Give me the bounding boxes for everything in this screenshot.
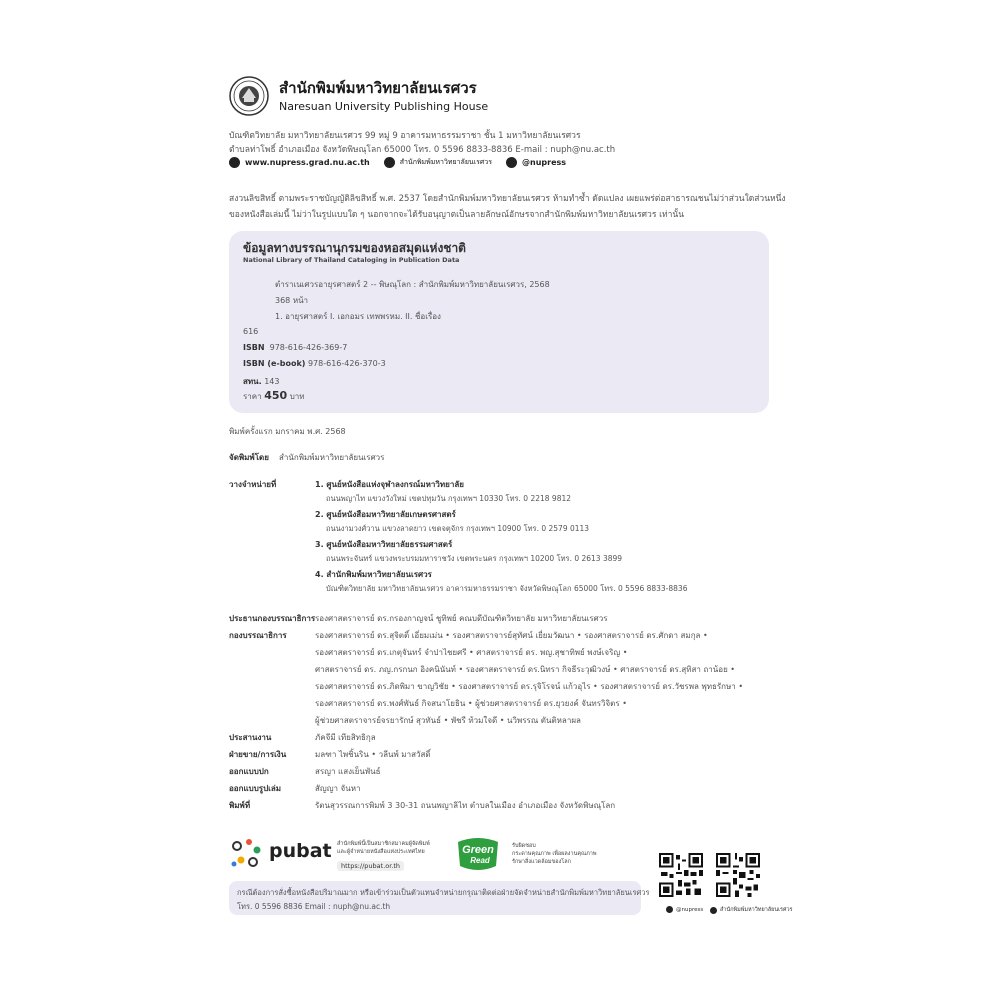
printer-label: พิมพ์ที่ — [229, 801, 251, 810]
copyright-line-1: สงวนลิขสิทธิ์ ตามพระราชบัญญัติลิขสิทธิ์ พ.ศ. 2537 โดยสำนักพิมพ์มหาวิทยาลัยนเรศวร ห้ามทำซ้ำ ดัดแปลง เผยแพร่ต่อสาธารณชนไม่ว่าส่วนใดส่วนหนึ่ง — [229, 194, 786, 204]
board-line-4: รองศาสตราจารย์ ดร.ภิดพิมา ขาญวิชัย • รองศาสตราจารย์ ดร.รุจิโรจน์ แก้วอุไร • รองศาสตราจารย์ ดร.วัชรพล พุทธรักษา • — [315, 682, 744, 691]
board-line-1: รองศาสตราจารย์ ดร.สุจิตติ์ เอี่ยมเม่น • รองศาสตราจารย์สุทัศน์ เยี่ยมวัฒนา • รองศาสตราจารย์ ดร.ศักดา สมกุล • — [315, 631, 708, 640]
publisher-name-th: สำนักพิมพ์มหาวิทยาลัยนเรศวร — [279, 79, 477, 97]
cip-class-number: 616 — [243, 327, 259, 336]
coord-value: ภัคจีมี เทียสิทธิกุล — [315, 733, 376, 742]
facebook-icon — [384, 157, 395, 168]
sales-value: มลฑา ไพชิ้นริน • วลีนพ์ มาสวัสดิ์ — [315, 750, 431, 759]
distributor-2-name: 2. ศูนย์หนังสือมหาวิทยาลัยเกษตรศาสตร์ — [315, 510, 456, 519]
distributor-4-name: 4. สำนักพิมพ์มหาวิทยาลัยนเรศวร — [315, 570, 432, 579]
green-read-word-2: Read — [470, 856, 490, 865]
distributor-4-address: บัณฑิตวิทยาลัย มหาวิทยาลัยนเรศวร อาคารมหาธรรมราชา จังหวัดพิษณุโลก 65000 โทร. 0 5596 8833-8836 — [326, 584, 688, 593]
green-read-logo-icon — [454, 836, 502, 872]
layout-design-label: ออกแบบรูปเล่ม — [229, 784, 282, 793]
distributor-3-name: 3. ศูนย์หนังสือมหาวิทยาลัยธรรมศาสตร์ — [315, 540, 453, 549]
board-line-6: ผู้ช่วยศาสตราจารย์จรยารักษ์ สุวทันธ์ • พัชรี ท้วมใจดี • นวิพรรณ ตันติหลาผล — [315, 716, 581, 725]
cip-price: ราคา 450 บาท — [243, 389, 305, 402]
copyright-line-2: ของหนังสือเล่มนี้ ไม่ว่าในรูปแบบใด ๆ นอกจากจะได้รับอนุญาตเป็นลายลักษณ์อักษรจากสำนักพิมพ์มหาวิทยาลัยนเรศวร เท่านั้น — [229, 210, 685, 220]
distributor-1-address: ถนนพญาไท แขวงวังใหม่ เขตปทุมวัน กรุงเทพฯ 10330 โทร. 0 2218 9812 — [326, 494, 572, 503]
cip-subjects: 1. อายุรศาสตร์ I. เอกอมร เทพพรหม. II. ชื่อเรื่อง — [275, 312, 441, 321]
green-read-desc-3: รักษาสิ่งแวดล้อมของโลก — [512, 859, 571, 865]
pubat-wordmark: pubat — [269, 840, 332, 862]
footer-logos — [229, 832, 649, 877]
university-seal-icon — [229, 76, 269, 116]
chair-value: รองศาสตราจารย์ ดร.กรองกาญจน์ ชูทิพย์ คณบดีบัณฑิตวิทยาลัย มหาวิทยาลัยนเรศวร — [315, 614, 608, 623]
published-by-label: จัดพิมพ์โดย — [229, 453, 269, 462]
distributor-1-name: 1. ศูนย์หนังสือแห่งจุฬาลงกรณ์มหาวิทยาลัย — [315, 480, 464, 489]
pubat-url[interactable]: https://pubat.or.th — [337, 861, 404, 871]
green-read-word-1: Green — [462, 844, 494, 856]
website-link[interactable] — [229, 157, 370, 168]
globe-icon — [229, 157, 240, 168]
board-line-5: รองศาสตราจารย์ ดร.พงศ์พันธ์ กิจสนาโยธิน • ผู้ช่วยศาสตราจารย์ ดร.ยุวยงค์ จันทรวิจิตร • — [315, 699, 627, 708]
green-read-desc-1: รับผิดชอบ — [512, 843, 536, 849]
printer-value: รัตนสุวรรณการพิมพ์ 3 30-31 ถนนพญาลิไท ตำบลในเมือง อำเภอเมือง จังหวัดพิษณุโลก — [315, 801, 616, 810]
coord-label: ประสานงาน — [229, 733, 272, 742]
qr-facebook-label: สำนักพิมพ์มหาวิทยาลัยนเรศวร — [710, 906, 793, 914]
pubat-logo-icon — [229, 836, 265, 870]
distributor-3-address: ถนนพระจันทร์ แขวงพระบรมมหาราชวัง เขตพระนคร กรุงเทพฯ 10200 โทร. 0 2613 3899 — [326, 554, 623, 563]
qr-code-line-icon[interactable] — [659, 853, 703, 897]
cover-design-value: สรญา แสงเย็นพันธ์ — [315, 767, 381, 776]
first-print: พิมพ์ครั้งแรก มกราคม พ.ศ. 2568 — [229, 427, 346, 436]
bulk-order-line-2: โทร. 0 5596 8836 Email : nuph@nu.ac.th — [237, 902, 391, 911]
publisher-name-en: Naresuan University Publishing House — [279, 100, 489, 113]
website-text: www.nupress.grad.nu.ac.th — [245, 157, 370, 167]
publisher-address-line-2: ตำบลท่าโพธิ์ อำเภอเมือง จังหวัดพิษณุโลก 65000 โทร. 0 5596 8833-8836 E-mail : nuph@nu.ac.th — [229, 145, 616, 155]
facebook-link[interactable] — [384, 157, 492, 168]
facebook-text: สำนักพิมพ์มหาวิทยาลัยนเรศวร — [399, 157, 492, 166]
publisher-address-line-1: บัณฑิตวิทยาลัย มหาวิทยาลัยนเรศวร 99 หมู่ 9 อาคารมหาธรรมราชา ชั้น 1 มหาวิทยาลัยนเรศวร — [229, 131, 581, 141]
distribution-label: วางจำหน่ายที่ — [229, 480, 277, 489]
qr-code-facebook-icon[interactable] — [716, 853, 760, 897]
chair-label: ประธานกองบรรณาธิการ — [229, 614, 316, 623]
cip-entry-line: ตำราเนเศวรอายุรศาสตร์ 2 -- พิษณุโลก : สำนักพิมพ์มหาวิทยาลัยนเรศวร, 2568 — [275, 280, 550, 289]
pubat-description-1: สำนักพิมพ์นี้เป็นสมาชิกสมาคมผู้จัดพิมพ์ — [337, 841, 430, 847]
cip-title: ข้อมูลทางบรรณานุกรมของหอสมุดแห่งชาติ — [243, 241, 466, 255]
cip-snk: สทน. 143 — [243, 377, 280, 386]
board-line-2: รองศาสตราจารย์ ดร.เกตุจันทร์ จำปาไชยศรี • ศาสตราจารย์ ดร. พญ.สุชาทิพย์ พงษ์เจริญ • — [315, 648, 628, 657]
line-icon — [666, 906, 673, 913]
pubat-description-2: และผู้จำหน่ายหนังสือแห่งประเทศไทย — [337, 849, 425, 855]
board-line-3: ศาสตราจารย์ ดร. ภญ.กรกนก อิงคนินันท์ • รองศาสตราจารย์ ดร.นิทรา กิจธีระวุฒิวงษ์ • ศาสตราจารย์ ดร.สุทิสา ถาน้อย • — [315, 665, 736, 674]
qr-line-label: @nupress — [666, 906, 703, 913]
line-icon — [506, 157, 517, 168]
cip-isbn: ISBN 978-616-426-369-7 — [243, 343, 348, 352]
published-by-value: สำนักพิมพ์มหาวิทยาลัยนเรศวร — [279, 453, 385, 462]
layout-design-value: สัญญา จันหา — [315, 784, 361, 793]
green-read-desc-2: กระดาษคุณภาพ เพื่อผลงานคุณภาพ — [512, 851, 597, 857]
facebook-icon — [710, 907, 717, 914]
contact-row — [229, 155, 580, 169]
sales-label: ฝ่ายขาย/การเงิน — [229, 750, 287, 759]
line-link[interactable] — [506, 157, 566, 168]
bulk-order-box — [229, 881, 650, 915]
board-label: กองบรรณาธิการ — [229, 631, 287, 640]
cip-data-box — [229, 231, 769, 413]
line-text: @nupress — [522, 157, 567, 167]
publisher-header — [229, 74, 789, 126]
cip-pages: 368 หน้า — [275, 296, 309, 305]
cip-subtitle: National Library of Thailand Cataloging in Publication Data — [243, 256, 460, 264]
distributor-2-address: ถนนงามวงศ์วาน แขวงลาดยาว เขตจตุจักร กรุงเทพฯ 10900 โทร. 0 2579 0113 — [326, 524, 590, 533]
bulk-order-line-1: กรณีต้องการสั่งซื้อหนังสือปริมาณมาก หรือเข้าร่วมเป็นตัวแทนจำหน่ายกรุณาติดต่อฝ่ายจัดจำหน่ายสำนักพิมพ์มหาวิทยาลัยนเรศวร — [237, 888, 650, 897]
cover-design-label: ออกแบบปก — [229, 767, 269, 776]
cip-ebook-isbn: ISBN (e-book) 978-616-426-370-3 — [243, 359, 386, 368]
